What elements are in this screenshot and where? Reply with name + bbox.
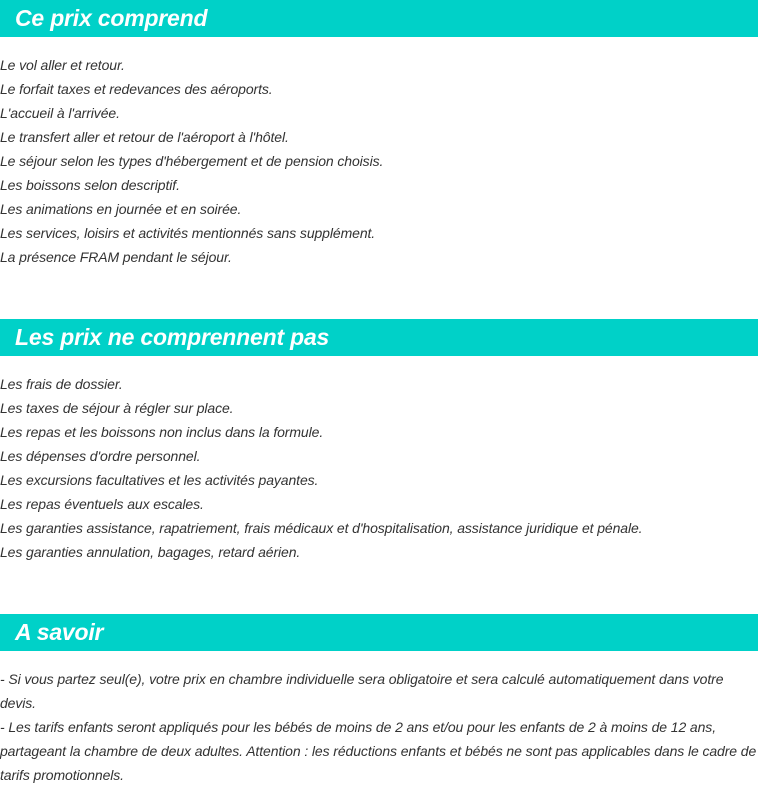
list-item: Les garanties annulation, bagages, retard aérien. <box>0 544 301 560</box>
section-good-to-know <box>0 614 758 787</box>
section-title-good-to-know: A savoir <box>0 614 758 651</box>
section-price-includes <box>0 0 758 269</box>
list-item: Les services, loisirs et activités mentionnés sans supplément. <box>0 225 376 241</box>
good-to-know-paragraph: - Les tarifs enfants seront appliqués pour les bébés de moins de 2 ans et/ou pour les enfants de 2 à moins de 12 ans, partageant la chambre de deux adultes. Attention : les réductions enfants et bébés ne sont pas applicables dans le cadre de tarifs promotionnels. <box>0 719 757 783</box>
good-to-know-paragraph: - Si vous partez seul(e), votre prix en chambre individuelle sera obligatoire et sera calculé automatiquement dans votre devis. <box>0 671 724 711</box>
list-item: Les frais de dossier. <box>0 376 123 392</box>
list-item: Le séjour selon les types d'hébergement et de pension choisis. <box>0 153 384 169</box>
good-to-know-body <box>0 667 758 787</box>
list-item: La présence FRAM pendant le séjour. <box>0 249 232 265</box>
list-item: Les excursions facultatives et les activités payantes. <box>0 472 319 488</box>
list-item: Le transfert aller et retour de l'aéroport à l'hôtel. <box>0 129 289 145</box>
price-includes-list <box>0 53 758 269</box>
list-item: L'accueil à l'arrivée. <box>0 105 120 121</box>
section-title-price-excludes: Les prix ne comprennent pas <box>0 319 758 356</box>
list-item: Le forfait taxes et redevances des aéroports. <box>0 81 273 97</box>
list-item: Les dépenses d'ordre personnel. <box>0 448 201 464</box>
price-excludes-list <box>0 372 758 564</box>
list-item: Les taxes de séjour à régler sur place. <box>0 400 234 416</box>
list-item: Les repas éventuels aux escales. <box>0 496 204 512</box>
list-item: Les boissons selon descriptif. <box>0 177 180 193</box>
list-item: Les animations en journée et en soirée. <box>0 201 242 217</box>
section-title-price-includes: Ce prix comprend <box>0 0 758 37</box>
section-price-excludes <box>0 319 758 564</box>
list-item: Les repas et les boissons non inclus dans la formule. <box>0 424 324 440</box>
list-item: Les garanties assistance, rapatriement, frais médicaux et d'hospitalisation, assistance juridique et pénale. <box>0 520 643 536</box>
list-item: Le vol aller et retour. <box>0 57 125 73</box>
